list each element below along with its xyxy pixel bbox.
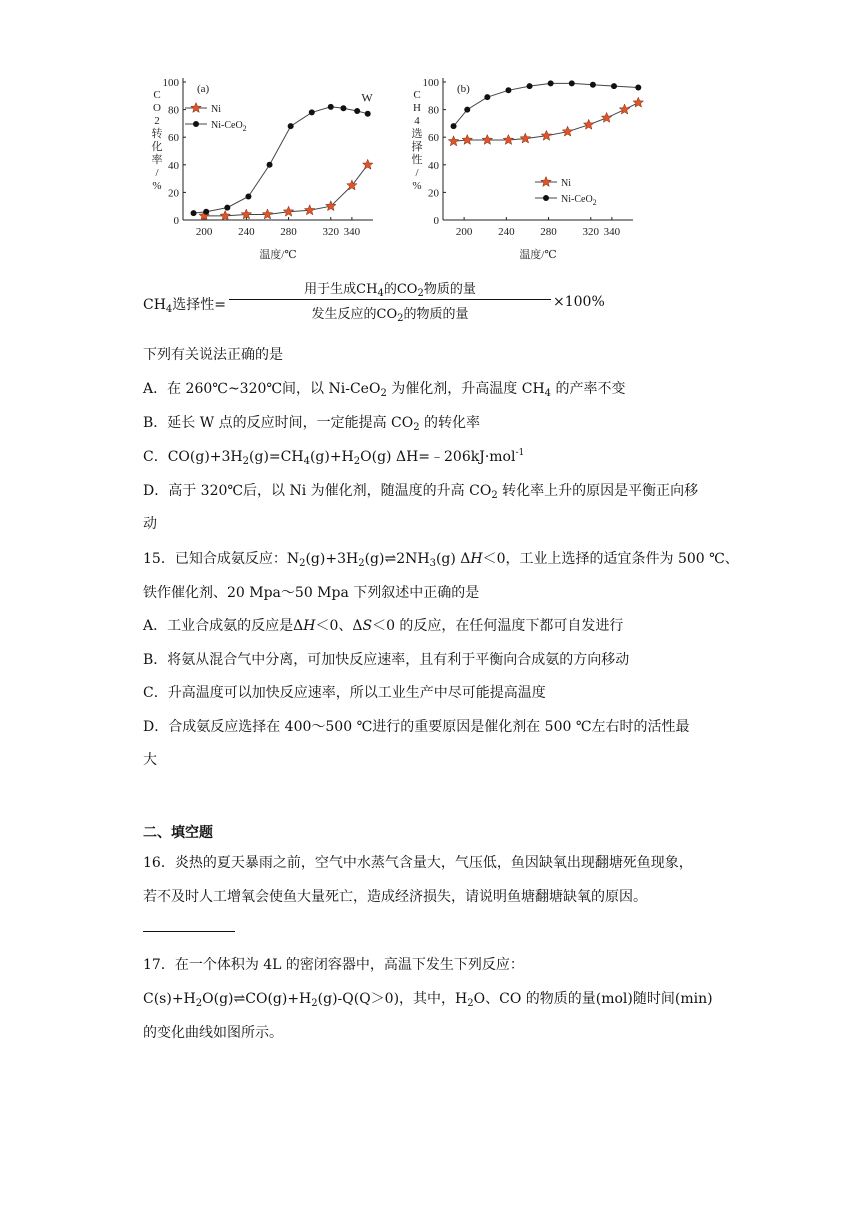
q14a-4: 的产率不变	[551, 381, 626, 397]
q15a-1: H	[303, 618, 316, 634]
section-heading: 二、填空题	[143, 825, 213, 841]
chart-b-y-tick-label: 20	[428, 187, 439, 200]
chart-a-y-tick-label: 100	[162, 77, 179, 89]
chart-b-series-0-point	[541, 130, 552, 140]
chart-b-y-tick-label: 80	[428, 104, 439, 117]
chart-b-x-axis-label: 温度/℃	[519, 249, 557, 261]
chart-b	[405, 70, 645, 265]
q14c-5: 2	[353, 456, 361, 467]
q15-1: 2	[299, 558, 306, 569]
q14d-1: 2	[491, 490, 498, 501]
chart-b-series-0-point	[482, 135, 493, 145]
chart-b-series-1-point	[527, 83, 533, 89]
chart-a-series-1-point	[267, 162, 273, 168]
chart-a-annotation-w: W	[361, 90, 373, 105]
formula-lhs-text: CH	[143, 297, 166, 313]
q17-0: C(s)+H	[143, 991, 196, 1007]
q14-stem: 下列有关说法正确的是	[143, 347, 283, 363]
q14-option-b	[143, 412, 480, 433]
chart-a-series-1-point	[224, 205, 230, 211]
chart-b-series-1-point	[611, 83, 617, 89]
chart-b-series-0-point	[619, 104, 630, 114]
q14b-1: 2	[413, 422, 420, 433]
equilibrium-arrow: ⇌	[233, 991, 246, 1007]
q14c-7: -1	[515, 448, 525, 458]
chart-a-series-1-point	[245, 194, 251, 200]
chart-b-y-axis-label: C H 4 选择性/ %	[411, 89, 423, 192]
chart-b-series-0-point	[601, 112, 611, 122]
chart-a-svg	[145, 70, 385, 265]
chart-b-series-1-point	[548, 80, 554, 86]
chart-a-series-0-point	[304, 205, 315, 215]
chart-b-series-1-point	[590, 82, 596, 88]
chart-b-legend-marker	[543, 195, 549, 201]
chart-b-series-0-point	[448, 136, 459, 146]
chart-a-series-1-point	[309, 109, 315, 115]
q14c-4: (g)+H	[309, 449, 354, 465]
q14a-3: 4	[544, 388, 552, 399]
q14a-2: 为催化剂，升高温度 CH	[386, 381, 545, 397]
num-a: 用于生成CH	[304, 282, 378, 297]
chart-b-y-tick-label: 100	[422, 77, 439, 89]
chart-a-series-0-point	[220, 210, 231, 220]
formula-lhs-suffix: 选择性=	[172, 297, 227, 313]
q14c-0: C．CO(g)+3H	[143, 449, 243, 465]
q15-4: (g)	[364, 551, 385, 567]
chart-a-y-tick-label: 20	[168, 187, 179, 200]
fraction-bar	[229, 299, 551, 300]
chart-a-x-tick-label: 340	[343, 226, 361, 238]
q17-reaction	[143, 988, 713, 1009]
q17-8: O、CO 的物质的量(mol)随时间(min)	[473, 991, 713, 1007]
q17-5: 2	[311, 998, 318, 1009]
q15-7: 3	[429, 558, 436, 569]
q14-option-d	[143, 480, 698, 501]
q17-stem-cont: 的变化曲线如图所示。	[143, 1025, 283, 1041]
q17-4: CO(g)+H	[245, 991, 312, 1007]
chart-b-series-1-point	[569, 80, 575, 86]
q14c-2: (g)=CH	[249, 449, 304, 465]
chart-a-x-tick-label: 200	[195, 226, 213, 238]
chart-a-series-1-point	[203, 209, 209, 215]
chart-a-x-tick-label: 240	[238, 226, 255, 238]
chart-b-series-0-point	[520, 133, 531, 143]
q14d-0: D．高于 320℃后，以 Ni 为催化剂，随温度的升高 CO	[143, 483, 492, 499]
chart-b-x-tick-label: 320	[582, 226, 600, 238]
chart-a	[145, 70, 385, 265]
chart-a-series-0-point	[283, 206, 294, 216]
formula-lhs	[143, 294, 226, 315]
q15-option-d-cont: 大	[143, 752, 157, 768]
formula-numerator	[229, 278, 551, 299]
chart-b-series-0-point	[503, 135, 514, 145]
chart-b-legend-label: Ni-CeO$_2$	[561, 194, 597, 207]
q14b-0: B．延长 W 点的反应时间，一定能提高 CO	[143, 415, 414, 431]
q15-6: 2NH	[396, 551, 430, 567]
chart-b-series-0-point	[562, 126, 573, 136]
chart-b-y-tick-label: 40	[428, 159, 439, 172]
chart-a-y-tick-label: 80	[168, 104, 179, 117]
chart-a-series-1-point	[288, 123, 294, 129]
chart-b-x-tick-label: 340	[603, 226, 621, 238]
chart-a-y-tick-label: 40	[168, 159, 179, 172]
formula-rhs: ×100%	[553, 294, 605, 310]
q15-10: ＜0，工业上选择的适宜条件为 500 ℃、	[482, 551, 739, 567]
den-b: 2	[397, 313, 404, 324]
num-b: 4	[377, 288, 384, 299]
q14-option-d-cont: 动	[143, 516, 157, 532]
chart-a-y-tick-label: 60	[168, 132, 179, 145]
chart-b-series-0-point	[633, 97, 644, 107]
chart-a-y-axis-label: C O 2 转化率/ %	[151, 89, 163, 192]
chart-b-series-1-point	[635, 85, 641, 91]
q15-stem	[143, 548, 739, 569]
q16-stem: 16．炎热的夏天暴雨之前，空气中水蒸气含量大，气压低，鱼因缺氧出现翻塘死鱼现象，	[143, 855, 693, 871]
chart-b-panel-label: (b)	[457, 83, 470, 95]
q14a-0: A．在 260℃~320℃间，以 Ni-CeO	[143, 381, 381, 397]
equilibrium-arrow: ⇌	[384, 551, 397, 567]
q17-7: 2	[467, 998, 474, 1009]
den-a: 发生反应的CO	[311, 307, 398, 322]
q14b-2: 的转化率	[419, 415, 481, 431]
chart-b-y-tick-label: 60	[428, 132, 439, 145]
chart-a-series-1-point	[328, 104, 334, 110]
q15-option-a	[143, 615, 623, 635]
q14-option-c	[143, 446, 524, 467]
q14c-1: 2	[242, 456, 250, 467]
chart-a-y-tick-label: 0	[173, 215, 179, 227]
q15-0: 15．已知合成氨反应：N	[143, 551, 300, 567]
q14-option-a	[143, 378, 625, 399]
q17-6: (g)-Q(Q＞0)，其中，H	[317, 991, 468, 1007]
q15-3: 2	[358, 558, 365, 569]
chart-a-x-axis-label: 温度/℃	[259, 249, 297, 261]
q15-2: (g)+3H	[305, 551, 359, 567]
chart-b-series-1-point	[505, 87, 511, 93]
chart-a-x-tick-label: 320	[322, 226, 340, 238]
q14a-1: 2	[380, 388, 387, 399]
chart-b-x-tick-label: 240	[498, 226, 515, 238]
q14c-6: O(g) ΔH=﹣206kJ·mol	[360, 449, 516, 465]
chart-b-legend-label: Ni	[561, 178, 571, 189]
chart-b-series-1-line	[454, 83, 639, 126]
chart-b-series-1-point	[464, 107, 470, 113]
q16-stem-cont: 若不及时人工增氧会使鱼大量死亡，造成经济损失，请说明鱼塘翻塘缺氧的原因。	[143, 889, 647, 905]
q14d-2: 转化率上升的原因是平衡正向移	[497, 483, 699, 499]
chart-a-x-tick-label: 280	[280, 226, 297, 238]
chart-b-series-1-point	[451, 123, 457, 129]
q15-option-c: C．升高温度可以加快反应速率，所以工业生产中尽可能提高温度	[143, 685, 546, 701]
q15a-2: ＜0、Δ	[315, 618, 363, 634]
chart-b-y-tick-label: 0	[433, 215, 439, 227]
chart-a-series-1-point	[365, 111, 371, 117]
num-d: 2	[417, 288, 424, 299]
chart-a-series-0-point	[363, 159, 374, 169]
q17-1: 2	[195, 998, 203, 1009]
chart-b-x-tick-label: 200	[455, 226, 473, 238]
chart-b-legend-marker	[541, 177, 551, 187]
q15-option-d: D．合成氨反应选择在 400～500 ℃进行的重要原因是催化剂在 500 ℃左右时的活性最	[143, 719, 690, 735]
den-c: 的物质的量	[403, 307, 469, 322]
chart-a-series-1-point	[340, 105, 346, 111]
chart-b-series-0-point	[462, 135, 473, 145]
chart-a-series-1-point	[191, 210, 197, 216]
formula-lhs-sub: 4	[165, 304, 173, 315]
chart-b-series-0-point	[583, 119, 594, 129]
q15-stem-cont: 铁作催化剂、20 Mpa～50 Mpa 下列叙述中正确的是	[143, 585, 480, 601]
q15a-0: A．工业合成氨的反应是Δ	[143, 618, 304, 634]
q14c-3: 4	[303, 456, 310, 467]
q15a-3: S	[362, 618, 373, 634]
chart-a-legend-marker	[191, 103, 201, 113]
answer-blank	[143, 931, 235, 932]
q15a-4: ＜0 的反应，在任何温度下都可自发进行	[372, 618, 624, 634]
q17-stem: 17．在一个体积为 4L 的密闭容器中，高温下发生下列反应：	[143, 957, 524, 973]
chart-a-legend-label: Ni	[211, 104, 221, 115]
q17-2: O(g)	[202, 991, 234, 1007]
q15-9: H	[470, 551, 483, 567]
chart-b-series-1-point	[484, 94, 490, 100]
num-e: 物质的量	[423, 282, 476, 297]
chart-a-series-1-point	[354, 108, 360, 114]
chart-a-legend-label: Ni-CeO$_2$	[211, 120, 247, 133]
chart-b-svg	[405, 70, 645, 265]
num-c: 的CO	[383, 282, 418, 297]
chart-a-series-0-point	[262, 209, 273, 219]
chart-a-panel-label: (a)	[197, 83, 210, 95]
q15-option-b: B．将氨从混合气中分离，可加快反应速率，且有利于平衡向合成氨的方向移动	[143, 652, 630, 668]
chart-a-legend-marker	[193, 121, 199, 127]
q15-8: (g) Δ	[435, 551, 471, 567]
chart-b-x-tick-label: 280	[540, 226, 557, 238]
formula-denominator	[229, 303, 551, 324]
